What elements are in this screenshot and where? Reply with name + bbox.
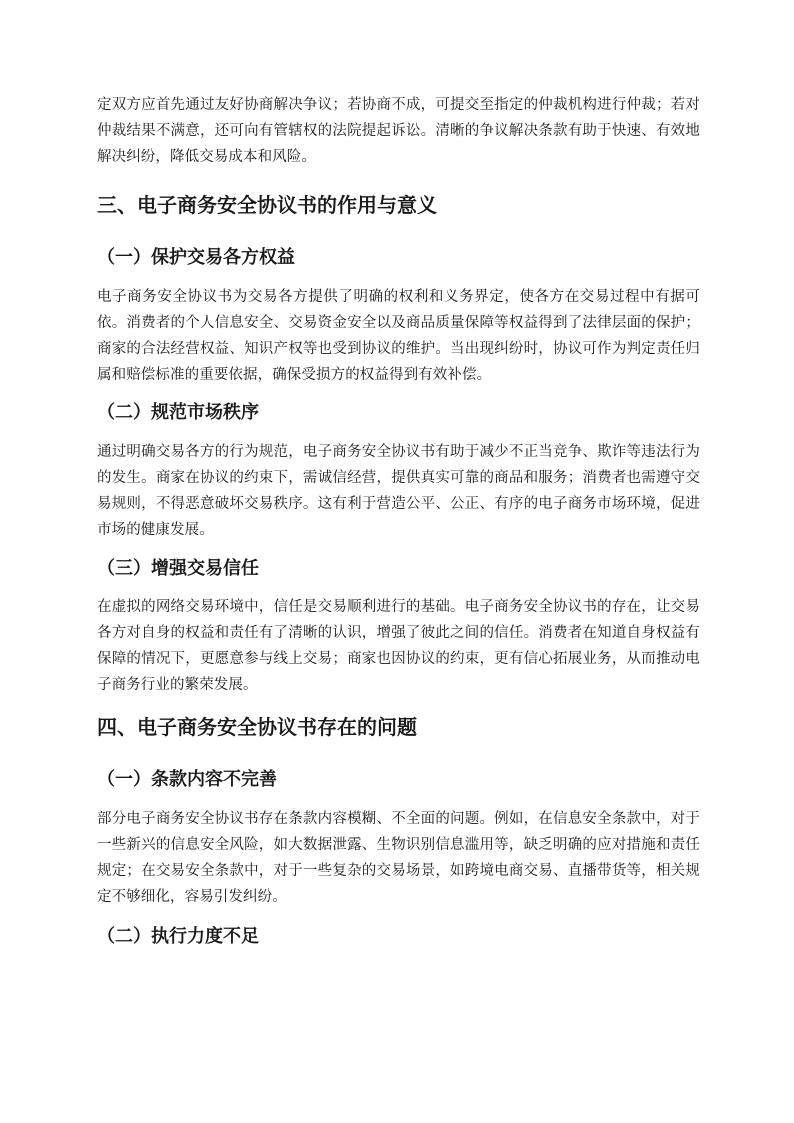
section-heading-role-significance: 三、电子商务安全协议书的作用与意义 (97, 193, 437, 217)
section-heading-problems: 四、电子商务安全协议书存在的问题 (97, 715, 417, 739)
paragraph-trust: 在虚拟的网络交易环境中，信任是交易顺利进行的基础。电子商务安全协议书的存在，让交易各方对自身的权益和责任有了清晰的认识，增强了彼此之间的信任。消费者在知道自身权益有保障的情况下，更愿意参与线上交易；商家也因协议的约束，更有信心拓展业务，从而推动电子商务行业的繁荣发展。 (97, 599, 700, 693)
subheading-trust: （三）增强交易信任 (97, 558, 259, 579)
paragraph-incomplete-clauses: 部分电子商务安全协议书存在条款内容模糊、不全面的问题。例如，在信息安全条款中，对于一些新兴的信息安全风险，如大数据泄露、生物识别信息滥用等，缺乏明确的应对措施和责任规定；在交易安全条款中，对于一些复杂的交易场景，如跨境电商交易、直播带货等，相关规定不够细化，容易引发纠纷。 (97, 811, 700, 905)
subheading-market-order: （二）规范市场秩序 (97, 402, 259, 423)
subheading-enforcement: （二）执行力度不足 (97, 926, 259, 947)
paragraph-market-order: 通过明确交易各方的行为规范，电子商务安全协议书有助于减少不正当竞争、欺诈等违法行为的发生。商家在协议的约束下，需诚信经营，提供真实可靠的商品和服务；消费者也需遵守交易规则，不得恶意破坏交易秩序。这有利于营造公平、公正、有序的电子商务市场环境，促进市场的健康发展。 (97, 444, 700, 538)
paragraph-dispute-resolution: 定双方应首先通过友好协商解决争议；若协商不成，可提交至指定的仲裁机构进行仲裁；若对仲裁结果不满意，还可向有管辖权的法院提起诉讼。清晰的争议解决条款有助于快速、有效地解决纠纷，降低交易成本和风险。 (97, 97, 700, 165)
paragraph-protect-rights: 电子商务安全协议书为交易各方提供了明确的权利和义务界定，使各方在交易过程中有据可依。消费者的个人信息安全、交易资金安全以及商品质量保障等权益得到了法律层面的保护；商家的合法经营权益、知识产权等也受到协议的维护。当出现纠纷时，协议可作为判定责任归属和赔偿标准的重要依据，确保受损方的权益得到有效补偿。 (97, 289, 700, 383)
subheading-incomplete-clauses: （一）条款内容不完善 (97, 769, 277, 790)
subheading-protect-rights: （一）保护交易各方权益 (97, 247, 295, 268)
